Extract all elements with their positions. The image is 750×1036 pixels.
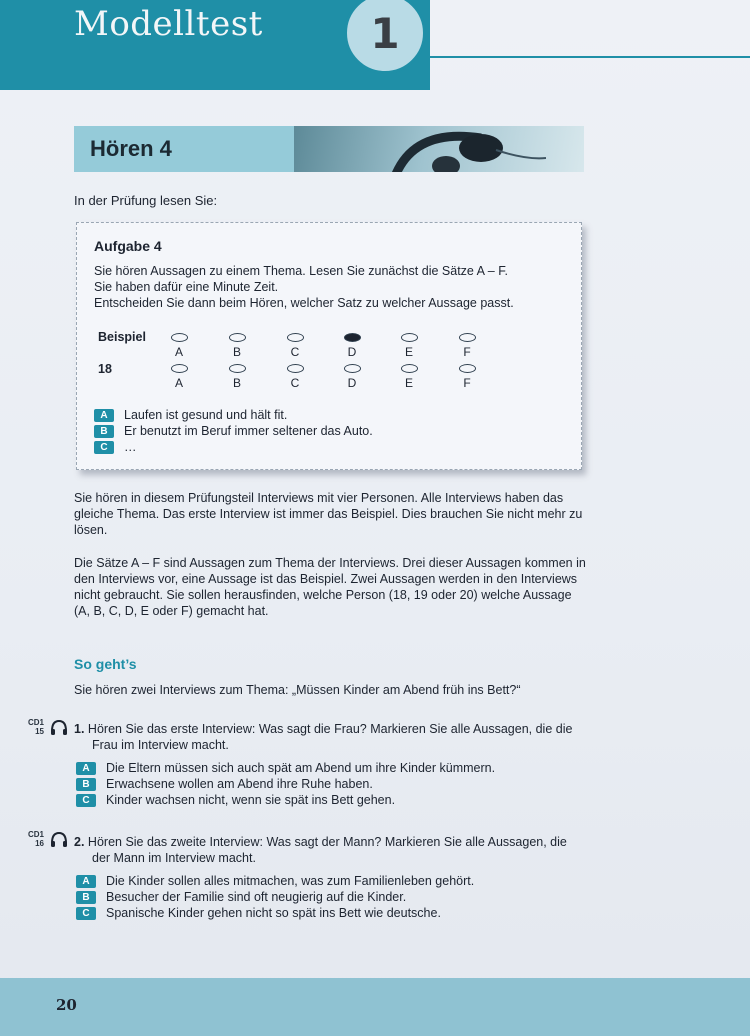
answer-bubble[interactable] [401, 364, 418, 373]
example-option-f: F [457, 333, 477, 359]
item-label: 18 [98, 362, 112, 376]
test-number: 1 [370, 8, 400, 58]
example-option-d: D [342, 333, 362, 359]
answer-option[interactable]: A Die Eltern müssen sich auch spät am Abend um ihre Kinder kümmern. [76, 760, 495, 776]
task-2-answers [76, 873, 474, 921]
letter-badge: A [94, 409, 114, 422]
section-title: Hören 4 [90, 136, 172, 161]
letter-badge: B [76, 891, 96, 904]
item18-option-b[interactable]: B [227, 364, 247, 390]
task-number: 2. [74, 835, 85, 849]
answer-bubble [287, 333, 304, 342]
section-banner [74, 126, 584, 172]
statement-item: C … [94, 439, 373, 455]
answer-bubble[interactable] [171, 364, 188, 373]
page-number: 20 [56, 996, 77, 1014]
example-label: Beispiel [98, 330, 146, 344]
item18-option-c[interactable]: C [285, 364, 305, 390]
task-2: 2. Hören Sie das zweite Interview: Was sagt der Mann? Markieren Sie alle Aussagen, die der Mann im Interview macht. [74, 835, 567, 865]
answer-bubble[interactable] [229, 364, 246, 373]
example-option-e: E [399, 333, 419, 359]
answer-bubble[interactable] [287, 364, 304, 373]
page-title: Modelltest [74, 4, 263, 44]
answer-option[interactable]: C Kinder wachsen nicht, wenn sie spät ins Bett gehen. [76, 792, 495, 808]
letter-badge: C [94, 441, 114, 454]
answer-bubble [171, 333, 188, 342]
item18-option-e[interactable]: E [399, 364, 419, 390]
instruction-line: Sie haben dafür eine Minute Zeit. [94, 280, 279, 294]
answer-bubble[interactable] [344, 364, 361, 373]
audio-headphones-icon [50, 720, 68, 736]
task-instructions [94, 263, 514, 311]
item18-option-f[interactable]: F [457, 364, 477, 390]
audio-headphones-icon [50, 832, 68, 848]
intro-text: In der Prüfung lesen Sie: [74, 193, 218, 208]
task-1-answers [76, 760, 495, 808]
item18-option-a[interactable]: A [169, 364, 189, 390]
answer-bubble [459, 333, 476, 342]
instruction-line: Sie hören Aussagen zu einem Thema. Lesen Sie zunächst die Sätze A – F. [94, 264, 508, 278]
paragraph-2: Die Sätze A – F sind Aussagen zum Thema der Interviews. Drei dieser Aussagen kommen in den Interviews vor, eine Aussage ist das Beispiel. Zwei Aussagen werden in den Interviews nicht gebraucht. Sie sollen herausfinden, welche Person (18, 19 oder 20) welche Aussage (A, B, C, D, E oder F) gemacht hat. [74, 556, 586, 618]
example-option-c: C [285, 333, 305, 359]
item18-option-d[interactable]: D [342, 364, 362, 390]
example-option-b: B [227, 333, 247, 359]
paragraph-1: Sie hören in diesem Prüfungsteil Interviews mit vier Personen. Alle Interviews haben das gleiche Thema. Das erste Interview ist immer das Beispiel. Dies brauchen Sie nicht mehr zu lösen. [74, 491, 583, 537]
letter-badge: B [76, 778, 96, 791]
so-gehts-intro: Sie hören zwei Interviews zum Thema: „Müssen Kinder am Abend früh ins Bett?“ [74, 683, 521, 697]
task-1: 1. Hören Sie das erste Interview: Was sagt die Frau? Markieren Sie alle Aussagen, die die Frau im Interview macht. [74, 722, 573, 752]
answer-option[interactable]: C Spanische Kinder gehen nicht so spät ins Bett wie deutsche. [76, 905, 474, 921]
headphones-icon [386, 130, 546, 172]
answer-bubble [401, 333, 418, 342]
letter-badge: A [76, 762, 96, 775]
statement-list [94, 407, 373, 455]
cd-track-label: CD1 16 [28, 830, 45, 848]
answer-bubble-filled [344, 333, 361, 342]
instruction-line: Entscheiden Sie dann beim Hören, welcher Satz zu welcher Aussage passt. [94, 296, 514, 310]
footer-band [0, 978, 750, 1036]
answer-option[interactable]: A Die Kinder sollen alles mitmachen, was zum Familienleben gehört. [76, 873, 474, 889]
header-rule [420, 56, 750, 58]
statement-item: A Laufen ist gesund und hält fit. [94, 407, 373, 423]
answer-option[interactable]: B Besucher der Familie sind oft neugierig auf die Kinder. [76, 889, 474, 905]
letter-badge: B [94, 425, 114, 438]
sample-task-card [76, 222, 582, 470]
so-gehts-heading: So geht’s [74, 656, 137, 672]
answer-bubble[interactable] [459, 364, 476, 373]
letter-badge: C [76, 907, 96, 920]
example-option-a: A [169, 333, 189, 359]
cd-track-label: CD1 15 [28, 718, 45, 736]
letter-badge: C [76, 794, 96, 807]
statement-item: B Er benutzt im Beruf immer seltener das Auto. [94, 423, 373, 439]
task-number: 1. [74, 722, 85, 736]
letter-badge: A [76, 875, 96, 888]
task-title: Aufgabe 4 [94, 238, 162, 254]
answer-option[interactable]: B Erwachsene wollen am Abend ihre Ruhe haben. [76, 776, 495, 792]
answer-bubble [229, 333, 246, 342]
